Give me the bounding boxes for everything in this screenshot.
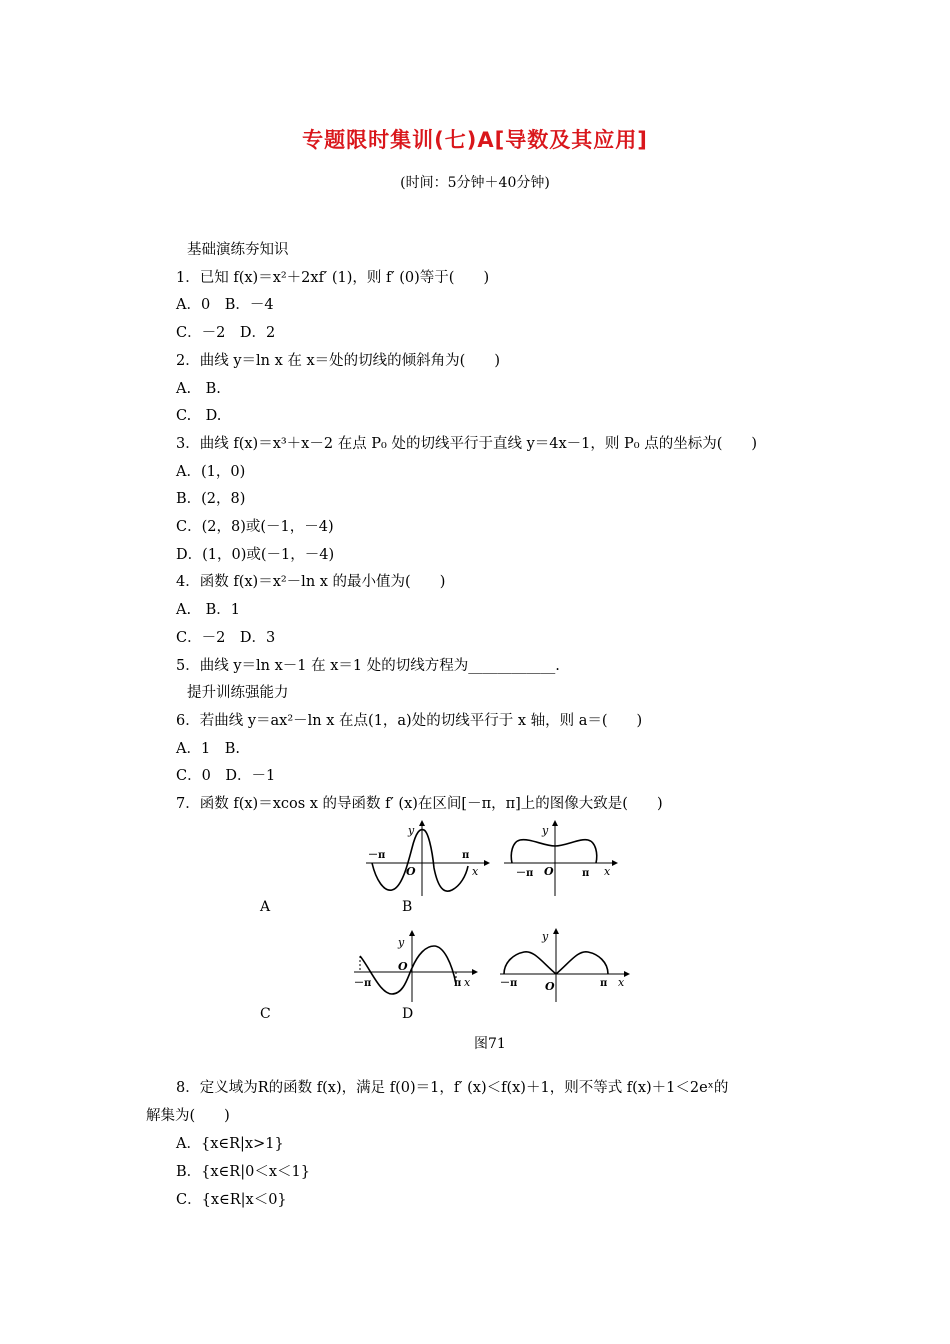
graph-c-pi: π <box>454 978 462 989</box>
question-line: 4．函数 f(x)＝x²－ln x 的最小值为( ) <box>176 574 446 590</box>
graph-d-label: D <box>402 1006 414 1022</box>
graph-b-neg-pi: －π <box>516 868 534 879</box>
graph-b-origin: O <box>544 865 554 878</box>
question-line: 1．已知 f(x)＝x²＋2xf′ (1)，则 f′ (0)等于( ) <box>176 270 490 286</box>
section-heading: 基础演练夯知识 <box>187 242 289 258</box>
question-line: C．－2 D．2 <box>176 325 276 341</box>
question-line: 6．若曲线 y＝ax²－ln x 在点(1，a)处的切线平行于 x 轴，则 a＝( ) <box>176 713 643 729</box>
graph-b-label: B <box>402 899 413 915</box>
question-line: A．1 B. <box>176 741 240 757</box>
graph-d-neg-pi: －π <box>500 978 518 989</box>
graph-c-x-label: x <box>464 976 471 989</box>
graph-d-pi: π <box>600 978 608 989</box>
graph-d <box>496 928 630 1004</box>
graph-b-pi: π <box>582 868 590 879</box>
question-8-option-b: B．{x∈R|0＜x＜1} <box>176 1164 310 1180</box>
figure-caption: 图71 <box>474 1036 506 1052</box>
question-line: D．(1，0)或(－1，－4) <box>176 547 335 563</box>
question-line: 5．曲线 y＝ln x－1 在 x＝1 处的切线方程为____________. <box>176 658 560 674</box>
question-line: A. B. <box>176 381 221 397</box>
graph-a-label: A <box>260 899 271 915</box>
graph-b-y-label: y <box>542 824 549 837</box>
graph-a-x-label: x <box>472 865 479 878</box>
graph-d-y-label: y <box>542 930 549 943</box>
question-line: C. D. <box>176 408 222 424</box>
question-line: A．(1，0) <box>176 464 246 480</box>
question-line: 7．函数 f(x)＝xcos x 的导函数 f′ (x)在区间[－π，π]上的图像大致是( ) <box>176 796 663 812</box>
question-8-option-a: A．{x∈R|x>1} <box>176 1136 284 1152</box>
page-title: 专题限时集训(七)A[导数及其应用] <box>302 128 648 152</box>
question-line: C．(2，8)或(－1，－4) <box>176 519 334 535</box>
graph-d-origin: O <box>545 980 555 993</box>
graph-c-y-label: y <box>398 936 405 949</box>
graph-a <box>362 818 490 898</box>
graph-a-pi: π <box>462 850 470 861</box>
question-8-option-c: C．{x∈R|x＜0} <box>176 1192 287 1208</box>
graph-a-neg-pi: －π <box>368 850 386 861</box>
graph-c-label: C <box>260 1006 271 1022</box>
graph-b <box>500 818 618 898</box>
graph-c-origin: O <box>398 960 408 973</box>
graph-a-origin: O <box>406 865 416 878</box>
section-heading: 提升训练强能力 <box>187 685 289 701</box>
question-line: A．0 B．－4 <box>176 297 274 313</box>
time-note: (时间：5分钟＋40分钟) <box>400 175 550 191</box>
question-line: B．(2，8) <box>176 491 246 507</box>
question-line: A. B．1 <box>176 602 240 618</box>
graph-a-y-label: y <box>408 824 415 837</box>
question-line: 3．曲线 f(x)＝x³＋x－2 在点 P₀ 处的切线平行于直线 y＝4x－1，则 P₀ 点的坐标为( ) <box>176 436 758 452</box>
graph-c-neg-pi: －π <box>354 978 372 989</box>
graph-c <box>350 928 478 1004</box>
question-line: C．0 D．－1 <box>176 768 276 784</box>
question-line: C．－2 D．3 <box>176 630 276 646</box>
question-8-line-2: 解集为( ) <box>146 1108 230 1124</box>
question-line: 2．曲线 y＝ln x 在 x＝处的切线的倾斜角为( ) <box>176 353 500 369</box>
graph-b-x-label: x <box>604 865 611 878</box>
question-8-line-1: 8．定义域为R的函数 f(x)，满足 f(0)＝1，f′ (x)＜f(x)＋1，则不等式 f(x)＋1＜2eˣ的 <box>176 1080 729 1096</box>
graph-d-x-label: x <box>618 976 625 989</box>
